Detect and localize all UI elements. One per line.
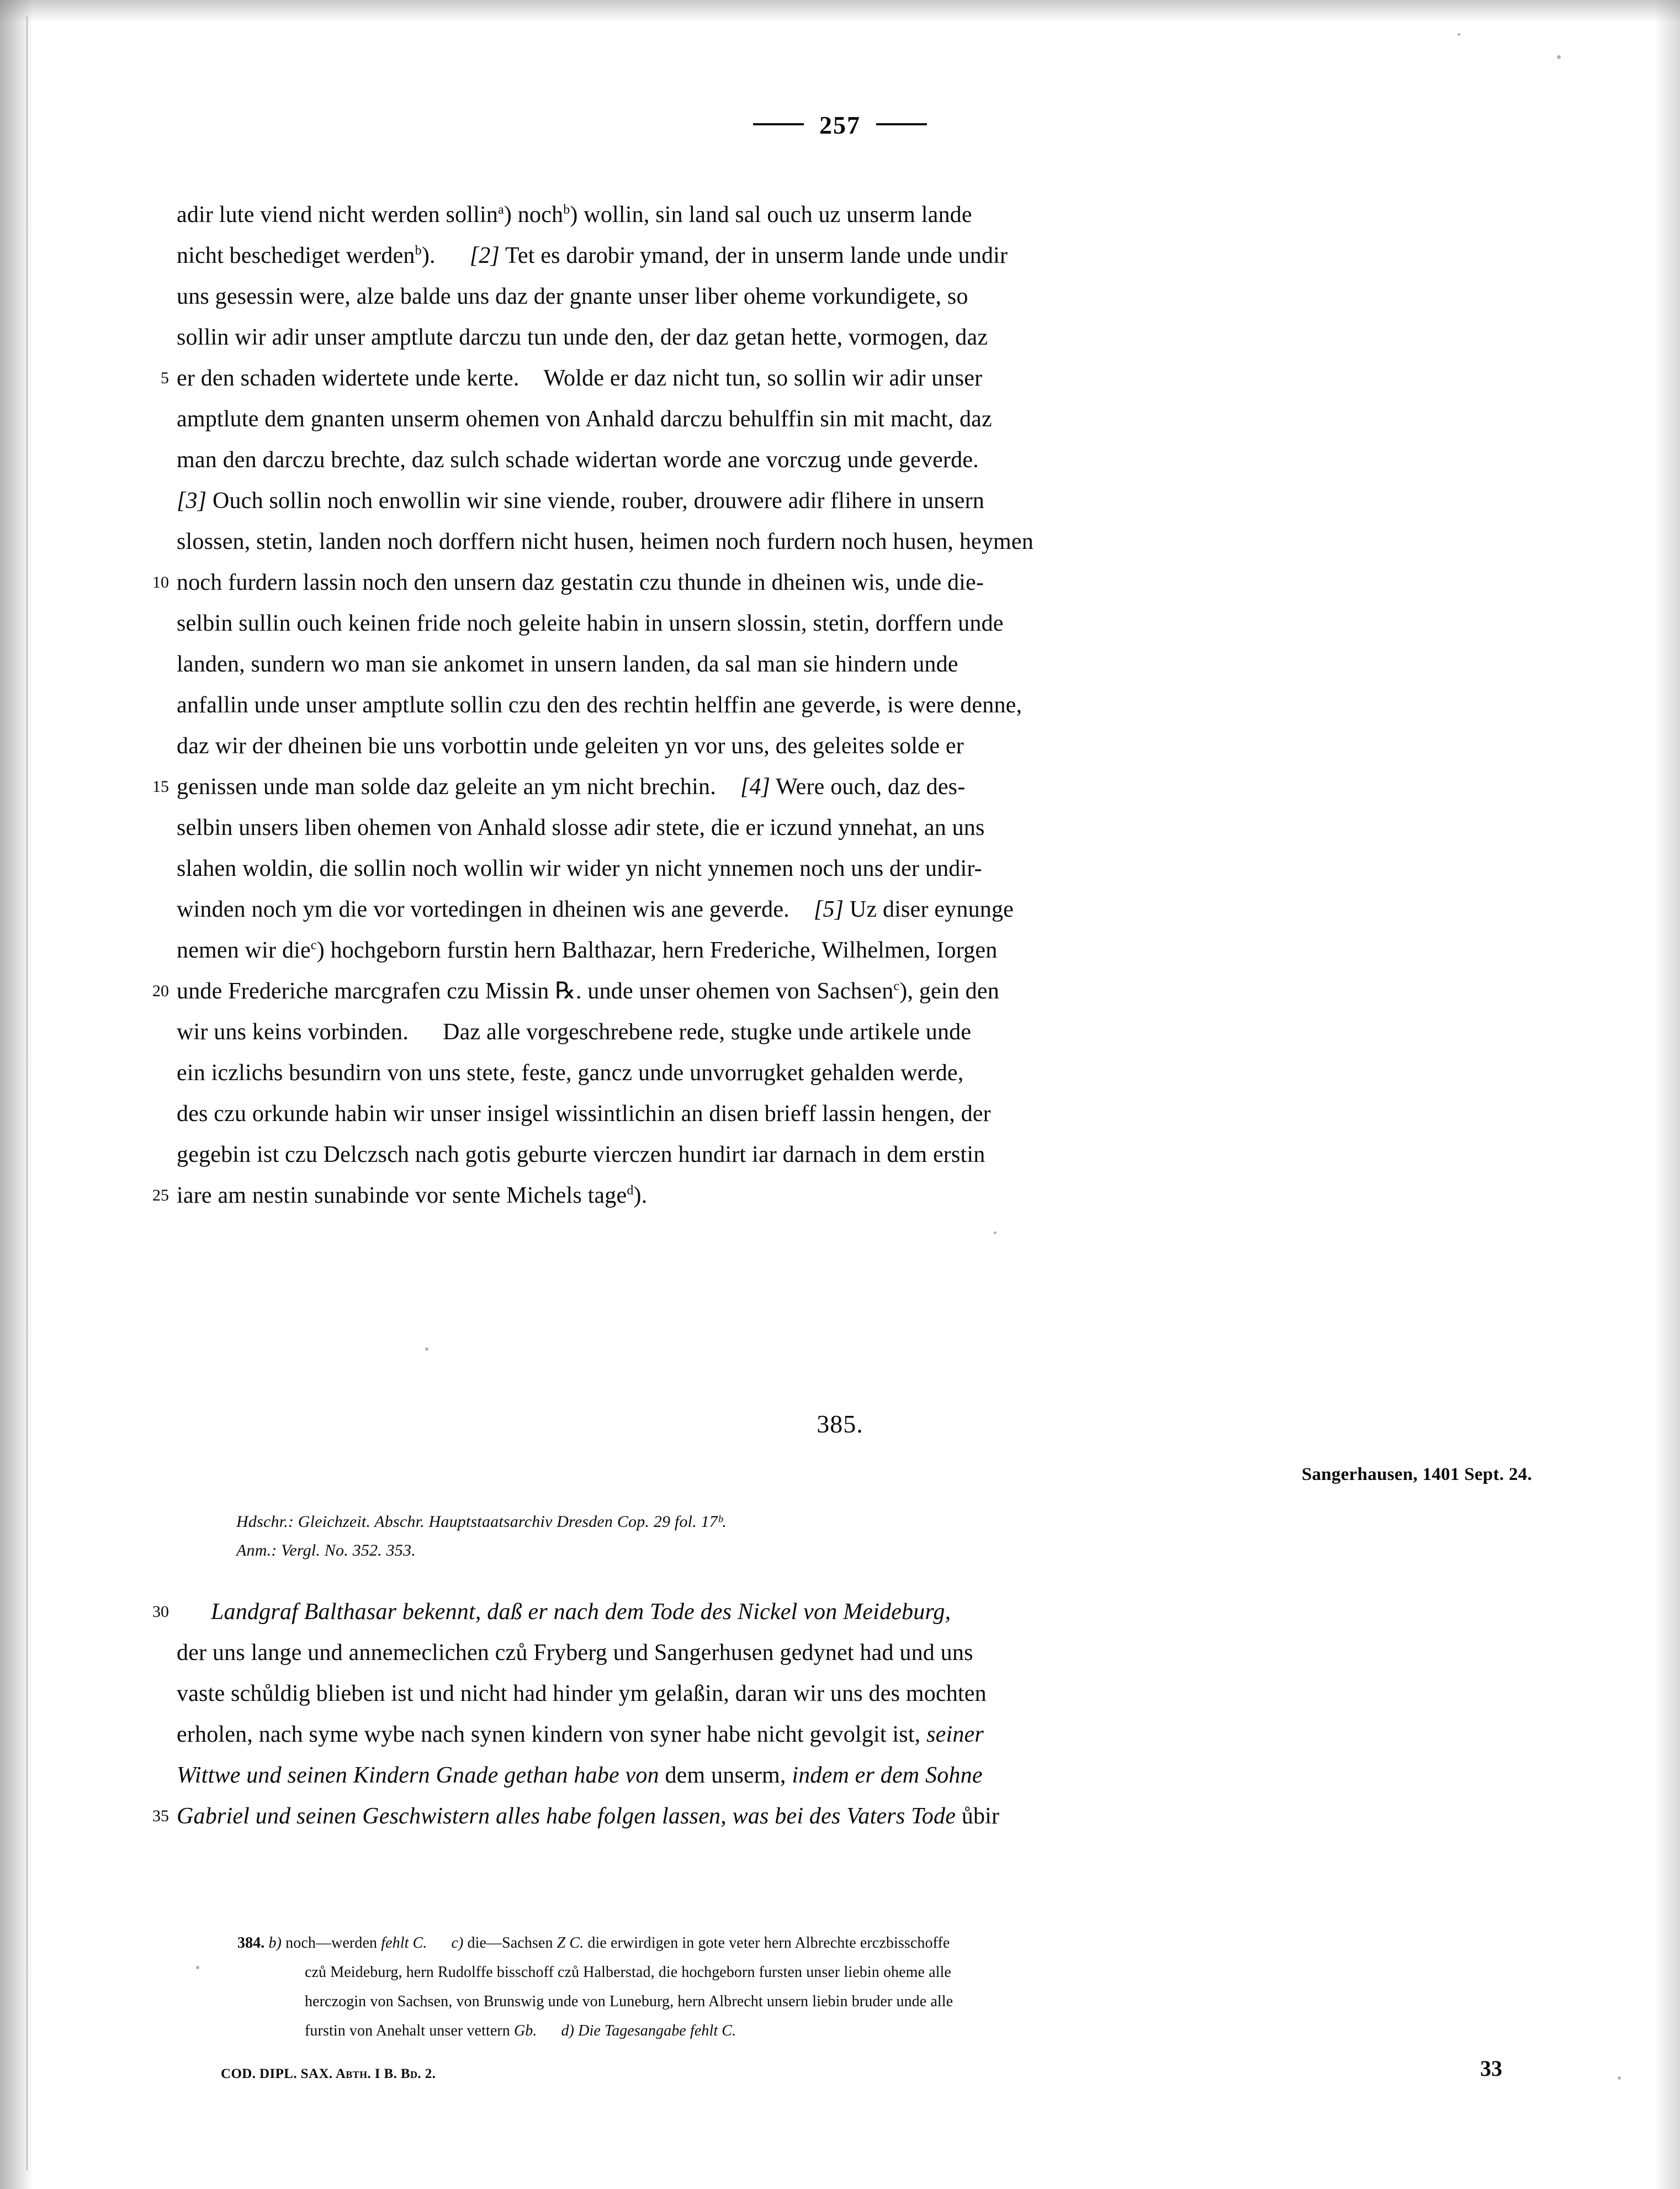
text-run: ) noch	[504, 202, 564, 228]
scan-speck	[196, 1966, 199, 1969]
text-line	[177, 521, 1502, 562]
sheet-signature-number: 33	[1480, 2056, 1502, 2081]
italic-text: Z C.	[557, 1934, 584, 1952]
text-run: nemen wir die	[177, 938, 311, 963]
text-line	[177, 1134, 1502, 1175]
text-run: Uz diser eynunge	[844, 897, 1014, 922]
text-line	[152, 1175, 1502, 1216]
scan-edge-shadow-right	[1655, 0, 1680, 2189]
text-line	[177, 194, 1502, 235]
italic-text: Gb.	[513, 2022, 537, 2039]
text-line	[177, 235, 1502, 276]
italic-text: seiner	[926, 1722, 984, 1747]
text-run: man den darczu brechte, daz sulch schade widertan worde ane vorczug unde geverde.	[177, 447, 979, 473]
text-run: genissen unde man solde daz geleite an ym nicht brechin.	[177, 774, 716, 800]
text-run: ůbir	[956, 1804, 1000, 1829]
text-run: czů Meideburg, hern Rudolffe bisschoff czů Halberstad, die hochgeborn fursten unser liebin oheme alle	[305, 1964, 951, 1981]
text-line	[177, 1673, 1513, 1714]
text-line	[152, 1796, 1513, 1837]
italic-text: Die Tagesangabe fehlt C.	[578, 2022, 736, 2039]
text-line	[177, 889, 1502, 930]
text-line	[177, 930, 1502, 971]
text-run: uns gesessin were, alze balde uns daz der gnante unser liber oheme vorkundigete, so	[177, 284, 968, 309]
footnote-marker: d	[627, 1183, 634, 1198]
text-run: slossen, stetin, landen noch dorffern nicht husen, heimen noch furdern noch husen, heymen	[177, 529, 1034, 554]
scan-speck	[1618, 2076, 1621, 2080]
text-run: iare am nestin sunabinde vor sente Michels tage	[177, 1183, 627, 1208]
italic-text: Gabriel und seinen Geschwistern alles habe folgen lassen, was bei des Vaters Tode	[177, 1804, 956, 1829]
footnote-marker: a	[498, 203, 504, 217]
footnote-block	[237, 1928, 1524, 2045]
text-line	[177, 1093, 1502, 1134]
text-line	[177, 1012, 1502, 1053]
text-run: erholen, nach syme wybe nach synen kindern von syner habe nicht gevolgit ist,	[177, 1722, 927, 1747]
text-run: ).	[421, 243, 436, 268]
text-run: daz wir der dheinen bie uns vorbottin unde geleiten yn vor uns, des geleites solde er	[177, 733, 964, 759]
page-number: 257	[819, 111, 861, 139]
text-run: selbin unsers liben ohemen von Anhald slosse adir stete, die er iczund ynnehat, an uns	[177, 815, 985, 840]
rule-right	[876, 123, 927, 125]
text-run: Were ouch, daz des-	[770, 774, 966, 800]
italic-text: [3]	[177, 488, 207, 514]
text-run: Ouch sollin noch enwollin wir sine viende, rouber, drouwere adir flihere in unsern	[206, 488, 984, 514]
text-run: nicht beschediget werden	[177, 243, 415, 268]
text-run: furstin von Anehalt unser vettern	[305, 2022, 514, 2039]
text-run: Daz alle vorgeschrebene rede, stugke unde artikele unde	[443, 1019, 972, 1045]
apparatus-line: Anm.: Vergl. No. 352. 353.	[236, 1541, 416, 1559]
line-number: 15	[152, 778, 169, 796]
publication-footer: COD. DIPL. SAX. Abth. I B. Bd. 2.	[221, 2066, 436, 2081]
text-run	[264, 1934, 268, 1952]
line-number: 5	[161, 369, 169, 387]
text-line	[177, 1053, 1502, 1093]
text-run: Wolde er daz nicht tun, so sollin wir adir unser	[543, 366, 983, 391]
text-run: selbin sullin ouch keinen fride noch geleite habin in unsern slossin, stetin, dorffern unde	[177, 611, 1004, 636]
text-line	[177, 644, 1502, 685]
apparatus-line: Hdschr.: Gleichzeit. Abschr. Hauptstaatsarchiv Dresden Cop. 29 fol. 17ᵇ.	[236, 1513, 727, 1531]
text-line	[152, 971, 1502, 1012]
italic-text: indem er dem Sohne	[792, 1763, 983, 1788]
text-line	[177, 1632, 1513, 1673]
footnote-marker: c	[310, 938, 317, 953]
footnote-marker: b	[563, 203, 570, 217]
manuscript-apparatus	[236, 1508, 727, 1565]
scan-edge-shadow-left	[0, 0, 33, 2189]
footnote-line	[237, 1928, 1524, 1958]
text-run: gegebin ist czu Delczsch nach gotis geburte vierczen hundirt iar darnach in dem erstin	[177, 1142, 985, 1167]
text-line	[177, 399, 1502, 440]
text-line	[177, 1755, 1513, 1796]
italic-text: fehlt C.	[381, 1934, 427, 1952]
running-head	[0, 110, 1680, 140]
regest-text-385	[152, 1591, 1513, 1837]
footnote-group-number: 384.	[237, 1934, 265, 1952]
text-run: ) hochgeborn furstin hern Balthazar, hern Frederiche, Wilhelmen, Iorgen	[316, 938, 998, 963]
text-run: winden noch ym die vor vortedingen in dheinen wis ane geverde.	[177, 897, 789, 922]
line-number: 25	[152, 1186, 169, 1204]
text-run: Tet es darobir ymand, der in unserm lande unde undir	[500, 243, 1008, 268]
italic-text: [2]	[469, 243, 500, 268]
scan-speck	[1557, 55, 1561, 59]
text-run: vaste schůldig blieben ist und nicht had hinder ym gelaßin, daran wir uns des mochten	[177, 1681, 987, 1706]
text-run: adir lute viend nicht werden sollin	[177, 202, 499, 228]
scan-speck	[1458, 33, 1460, 36]
text-line	[177, 480, 1502, 521]
text-run: dem unserm,	[659, 1763, 792, 1788]
footnote-marker: c	[893, 979, 900, 993]
text-line	[152, 766, 1502, 807]
charter-text-384	[152, 194, 1502, 1216]
italic-text: [5]	[813, 897, 844, 922]
scan-speck	[994, 1231, 997, 1234]
footnote-line	[237, 1958, 1524, 1987]
text-line	[177, 440, 1502, 480]
italic-text: b)	[268, 1934, 282, 1952]
place-and-date: Sangerhausen, 1401 Sept. 24.	[1301, 1464, 1532, 1484]
text-run: herczogin von Sachsen, von Brunswig unde von Luneburg, hern Albrecht unsern liebin bruder unde alle	[305, 1993, 953, 2010]
footnote-marker: b	[415, 244, 422, 258]
line-number: 30	[152, 1603, 169, 1621]
footnote-line	[237, 1987, 1524, 2016]
text-line	[177, 807, 1502, 848]
text-run: noch furdern lassin noch den unsern daz gestatin czu thunde in dheinen wis, unde die-	[177, 570, 984, 595]
text-run: amptlute dem gnanten unserm ohemen von Anhald darczu behulffin sin mit macht, daz	[177, 406, 992, 432]
text-run: ), gein den	[899, 979, 999, 1004]
text-run: er den schaden widertete unde kerte.	[177, 366, 520, 391]
italic-text: d)	[561, 2022, 575, 2039]
text-run: landen, sundern wo man sie ankomet in unsern landen, da sal man sie hindern unde	[177, 652, 958, 677]
text-line	[177, 276, 1502, 317]
text-line	[161, 358, 1502, 399]
text-line	[152, 562, 1502, 603]
text-run: ).	[633, 1183, 648, 1208]
text-run: unde Frederiche marcgrafen czu Missin ℞. unde unser ohemen von Sachsen	[177, 979, 894, 1004]
text-run: sollin wir adir unser amptlute darczu tun unde den, der daz getan hette, vormogen, daz	[177, 325, 988, 350]
text-line	[177, 1714, 1513, 1755]
text-line	[152, 1591, 1513, 1632]
rule-left	[753, 123, 804, 125]
text-run: des czu orkunde habin wir unser insigel wissintlichin an disen brieff lassin hengen, der	[177, 1101, 991, 1127]
text-run: noch—werden	[282, 1934, 381, 1952]
italic-text: [4]	[740, 774, 771, 800]
text-run: wir uns keins vorbinden.	[177, 1019, 409, 1045]
text-run: slahen woldin, die sollin noch wollin wir wider yn nicht ynnemen noch uns der undir-	[177, 856, 982, 881]
scan-speck	[425, 1347, 428, 1351]
document-number-385: 385.	[817, 1410, 863, 1438]
line-number: 20	[152, 982, 169, 1000]
binding-margin-line	[27, 17, 28, 2170]
italic-text: c)	[451, 1934, 464, 1952]
text-run: ein iczlichs besundirn von uns stete, feste, gancz unde unvorrugket gehalden werde,	[177, 1060, 964, 1086]
italic-text: Landgraf Balthasar bekennt, daß er nach dem Tode des Nickel von Meideburg,	[211, 1599, 951, 1625]
scan-edge-shadow-top	[0, 0, 1680, 22]
text-run: die erwirdigen in gote veter hern Albrechte erczbisschoffe	[584, 1934, 950, 1952]
text-run: die—Sachsen	[463, 1934, 557, 1952]
line-number: 10	[152, 573, 169, 591]
text-line	[177, 685, 1502, 726]
text-line	[177, 317, 1502, 358]
text-line	[177, 726, 1502, 766]
text-line	[177, 848, 1502, 889]
text-run: anfallin unde unser amptlute sollin czu den des rechtin helffin ane geverde, is were denne,	[177, 692, 1022, 718]
text-line	[177, 603, 1502, 644]
line-number: 35	[152, 1807, 169, 1825]
text-run: der uns lange und annemeclichen czů Fryberg und Sangerhusen gedynet had und uns	[177, 1640, 973, 1665]
text-run: ) wollin, sin land sal ouch uz unserm lande	[570, 202, 972, 228]
footnote-line	[237, 2016, 1524, 2045]
italic-text: Wittwe und seinen Kindern Gnade gethan habe von	[177, 1763, 659, 1788]
